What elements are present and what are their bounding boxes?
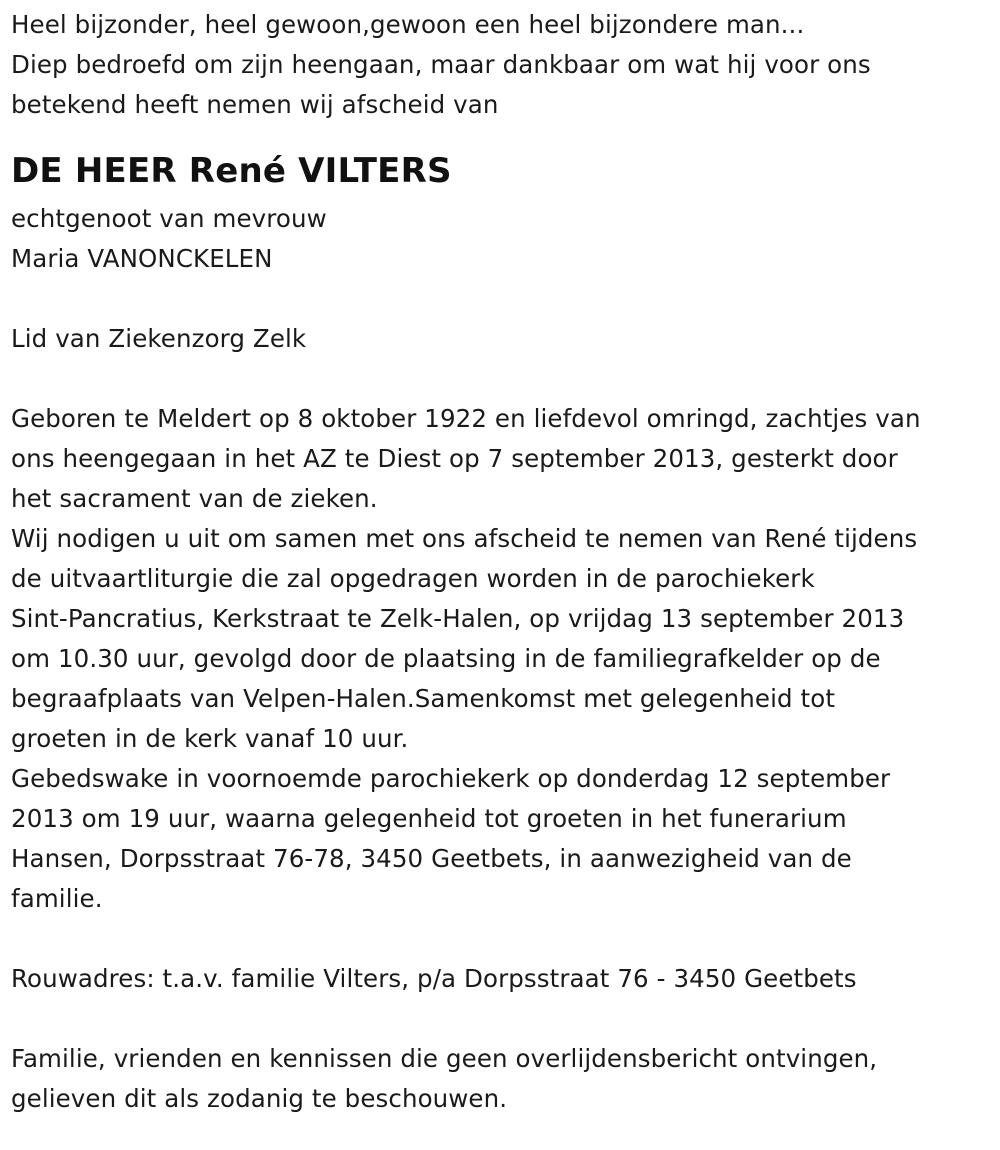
spouse-line: Maria VANONCKELEN [11, 244, 273, 273]
spacer [11, 999, 990, 1039]
spacer [11, 919, 990, 959]
funeral-details [11, 399, 990, 919]
details-line: groeten in de kerk vanaf 10 uur. [11, 724, 409, 753]
details-line: familie. [11, 884, 103, 913]
deceased-name: DE HEER René VILTERS [11, 151, 452, 191]
details-line: begraafplaats van Velpen-Halen.Samenkomst met gelegenheid tot [11, 684, 836, 713]
spacer [11, 359, 990, 399]
intro-line: betekend heeft nemen wij afscheid van [11, 90, 499, 119]
spacer [11, 279, 990, 319]
details-line: Gebedswake in voornoemde parochiekerk op donderdag 12 september [11, 764, 891, 793]
closing-line: Familie, vrienden en kennissen die geen overlijdensbericht ontvingen, [11, 1044, 878, 1073]
closing-line: gelieven dit als zodanig te beschouwen. [11, 1084, 508, 1113]
details-line: Geboren te Meldert op 8 oktober 1922 en liefdevol omringd, zachtjes van [11, 404, 921, 433]
details-line: 2013 om 19 uur, waarna gelegenheid tot groeten in het funerarium [11, 804, 847, 833]
details-line: de uitvaartliturgie die zal opgedragen worden in de parochiekerk [11, 564, 815, 593]
details-line: Wij nodigen u uit om samen met ons afscheid te nemen van René tijdens [11, 524, 918, 553]
spouse-info [11, 199, 990, 279]
intro-line: Heel bijzonder, heel gewoon,gewoon een heel bijzondere man... [11, 10, 805, 39]
intro-line: Diep bedroefd om zijn heengaan, maar dankbaar om wat hij voor ons [11, 50, 871, 79]
mourning-address: Rouwadres: t.a.v. familie Vilters, p/a Dorpsstraat 76 - 3450 Geetbets [11, 964, 857, 993]
details-line: Sint-Pancratius, Kerkstraat te Zelk-Halen, op vrijdag 13 september 2013 [11, 604, 905, 633]
details-line: ons heengegaan in het AZ te Diest op 7 september 2013, gesterkt door [11, 444, 898, 473]
membership-line: Lid van Ziekenzorg Zelk [11, 324, 307, 353]
spouse-line: echtgenoot van mevrouw [11, 204, 327, 233]
details-line: het sacrament van de zieken. [11, 484, 378, 513]
intro-text [11, 5, 990, 125]
closing-text [11, 1039, 990, 1119]
details-line: om 10.30 uur, gevolgd door de plaatsing in de familiegrafkelder op de [11, 644, 881, 673]
details-line: Hansen, Dorpsstraat 76-78, 3450 Geetbets, in aanwezigheid van de [11, 844, 852, 873]
